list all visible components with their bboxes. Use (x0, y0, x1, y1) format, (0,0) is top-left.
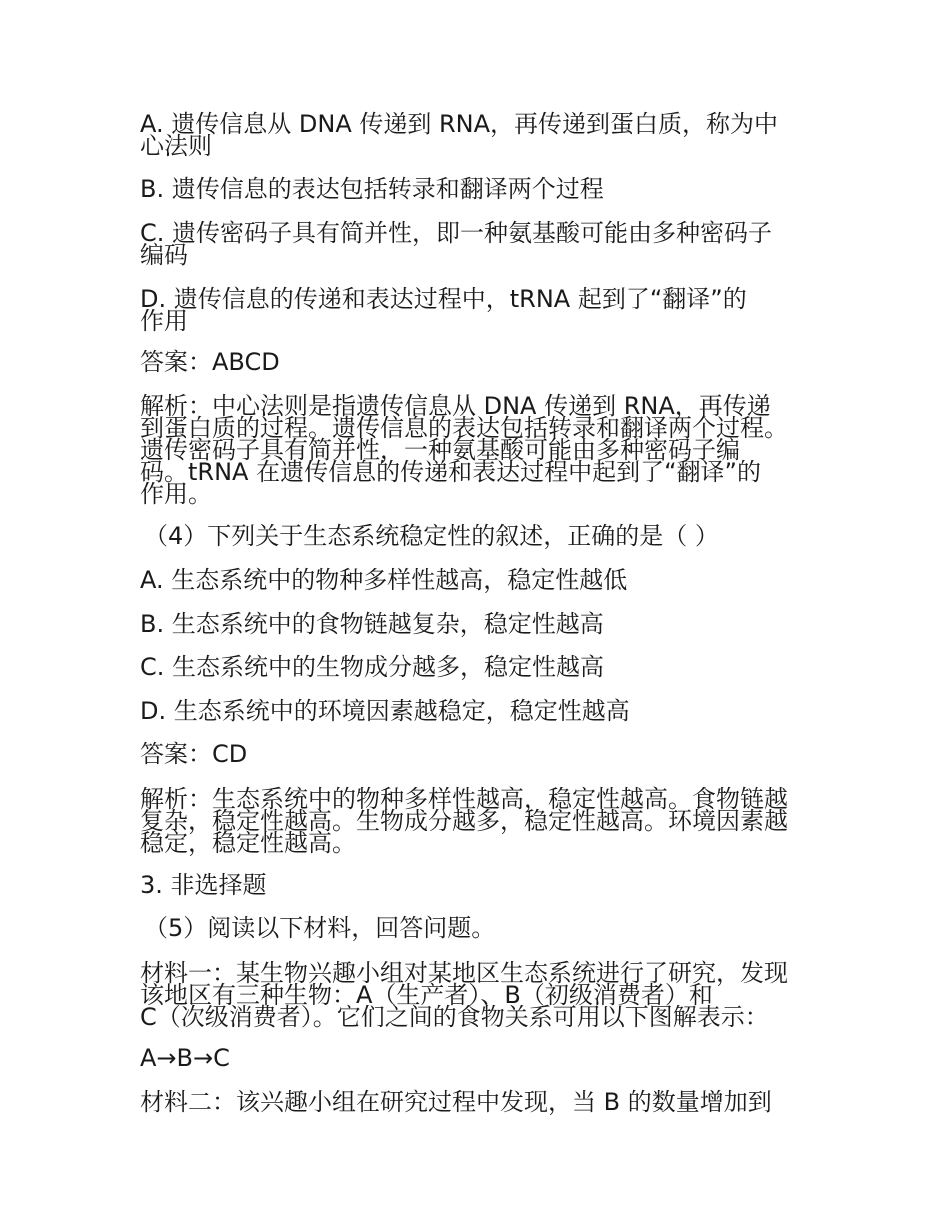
material-1-line-2: 该地区有三种生物：A（生产者）、B（初级消费者）和 (140, 981, 713, 1009)
option-c-line-1: C. 遗传密码子具有简并性，即一种氨基酸可能由多种密码子 (140, 219, 773, 247)
analysis-3-line-3: 遗传密码子具有简并性，一种氨基酸可能由多种密码子编 (140, 436, 740, 464)
material-1-line-1: 材料一：某生物兴趣小组对某地区生态系统进行了研究，发现 (140, 959, 788, 987)
option-c-line-2: 编码 (140, 241, 188, 269)
q4-option-b: B. 生态系统中的食物链越复杂，稳定性越高 (140, 610, 604, 638)
q4-option-a: A. 生态系统中的物种多样性越高，稳定性越低 (140, 566, 628, 594)
analysis-3-line-1: 解析：中心法则是指遗传信息从 DNA 传递到 RNA，再传递 (140, 392, 771, 420)
answer-4: 答案：CD (140, 740, 248, 768)
option-b: B. 遗传信息的表达包括转录和翻译两个过程 (140, 175, 604, 203)
option-a-line-2: 心法则 (140, 132, 212, 160)
answer-3: 答案：ABCD (140, 348, 280, 376)
food-chain: A→B→C (140, 1044, 230, 1072)
analysis-3-line-4: 码。tRNA 在遗传信息的传递和表达过程中起到了“翻译”的 (140, 458, 761, 486)
analysis-3-line-2: 到蛋白质的过程。遗传信息的表达包括转录和翻译两个过程。 (140, 414, 788, 442)
analysis-3-line-5: 作用。 (140, 480, 212, 508)
q4-option-d: D. 生态系统中的环境因素越稳定，稳定性越高 (140, 697, 630, 725)
option-d-line-2: 作用 (140, 307, 188, 335)
option-d-line-1: D. 遗传信息的传递和表达过程中，tRNA 起到了“翻译”的 (140, 285, 747, 313)
material-2-line-1: 材料二：该兴趣小组在研究过程中发现，当 B 的数量增加到 (140, 1088, 772, 1116)
analysis-4-line-1: 解析：生态系统中的物种多样性越高，稳定性越高。食物链越 (140, 785, 788, 813)
question-5-stem: （5）阅读以下材料，回答问题。 (144, 914, 496, 942)
q4-option-c: C. 生态系统中的生物成分越多，稳定性越高 (140, 653, 605, 681)
question-4-stem: （4）下列关于生态系统稳定性的叙述，正确的是（ ） (144, 522, 719, 550)
analysis-4-line-2: 复杂，稳定性越高。生物成分越多，稳定性越高。环境因素越 (140, 807, 788, 835)
material-1-line-3: C（次级消费者）。它们之间的食物关系可用以下图解表示： (140, 1003, 769, 1031)
option-a-line-1: A. 遗传信息从 DNA 传递到 RNA，再传递到蛋白质，称为中 (140, 110, 779, 138)
section-heading-3: 3. 非选择题 (140, 871, 267, 899)
analysis-4-line-3: 稳定，稳定性越高。 (140, 829, 356, 857)
